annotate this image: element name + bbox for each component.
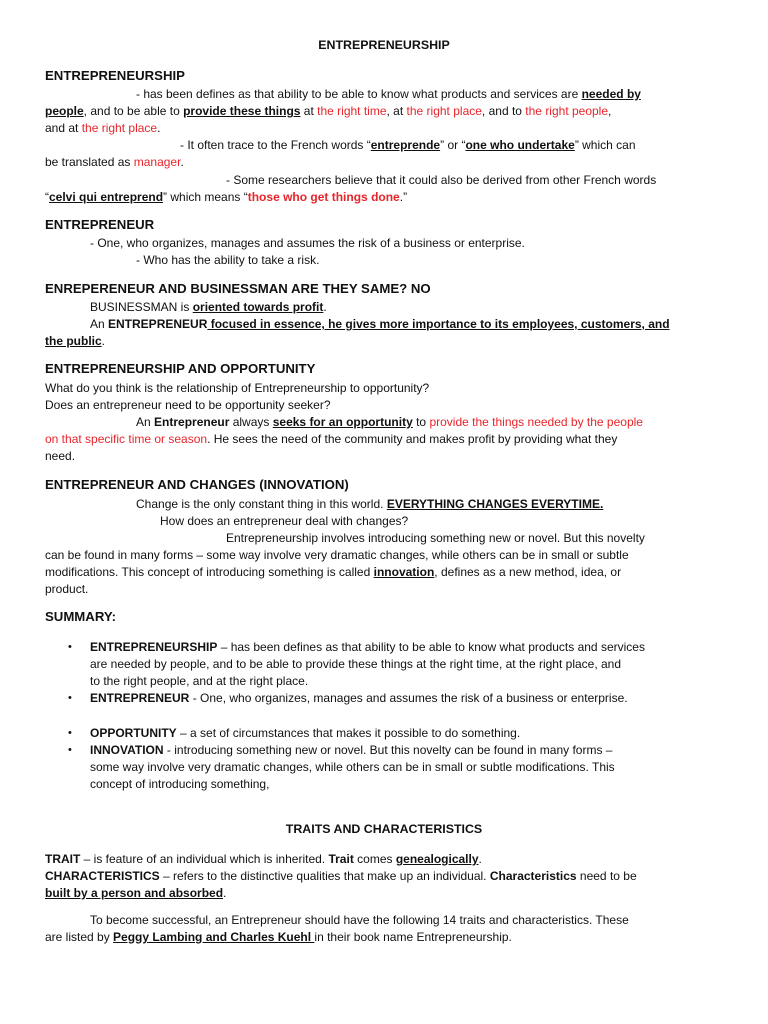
bullet-icon: • xyxy=(68,744,72,756)
innovation-para-line-3: modifications. This concept of introducing something is called innovation, defines as a new method, idea, or xyxy=(45,565,622,579)
heading-entrepreneur: ENTREPRENEUR xyxy=(45,217,155,232)
summary-item-entrepreneurship-line-2: are needed by people, and to be able to provide these things at the right time, at the right place, and xyxy=(90,657,622,671)
businessman-line: BUSINESSMAN is oriented towards profit. xyxy=(90,300,327,314)
para-definition-line-1: - has been defines as that ability to be able to know what products and services are needed by xyxy=(136,87,641,101)
heading-summary: SUMMARY: xyxy=(45,609,117,624)
para-researchers-line-2: “celvi qui entreprend” which means “those who get things done.” xyxy=(45,190,408,204)
bullet-icon: • xyxy=(68,641,72,653)
opportunity-question-1: What do you think is the relationship of Entrepreneurship to opportunity? xyxy=(45,381,430,395)
opportunity-question-2: Does an entrepreneur need to be opportunity seeker? xyxy=(45,398,331,412)
entrepreneur-def-line-2: - Who has the ability to take a risk. xyxy=(136,253,320,267)
summary-item-innovation-line-1: INNOVATION - introducing something new or novel. But this novelty can be found in many forms – xyxy=(90,743,613,757)
entrepreneur-focus-line-1: An ENTREPRENEUR focused in essence, he gives more importance to its employees, customers, and xyxy=(90,317,670,331)
innovation-para-line-1: Entrepreneurship involves introducing something new or novel. But this novelty xyxy=(226,531,645,545)
document-title: ENTREPRENEURSHIP xyxy=(318,38,450,52)
summary-item-entrepreneur: ENTREPRENEUR - One, who organizes, manages and assumes the risk of a business or enterprise. xyxy=(90,691,628,705)
bullet-icon: • xyxy=(68,727,72,739)
innovation-para-line-4: product. xyxy=(45,582,89,596)
para-definition-line-2: people, and to be able to provide these things at the right time, at the right place, and to the right people, xyxy=(45,104,612,118)
changes-question: How does an entrepreneur deal with changes? xyxy=(160,514,409,528)
para-researchers-line-1: - Some researchers believe that it could also be derived from other French words xyxy=(226,173,657,187)
summary-item-entrepreneurship-line-1: ENTREPRENEURSHIP – has been defines as that ability to be able to know what products and services xyxy=(90,640,645,654)
summary-item-opportunity: OPPORTUNITY – a set of circumstances that makes it possible to do something. xyxy=(90,726,521,740)
heading-traits-characteristics: TRAITS AND CHARACTERISTICS xyxy=(285,822,483,836)
trait-definition: TRAIT – is feature of an individual which is inherited. Trait comes genealogically. xyxy=(45,852,482,866)
para-definition-line-3: and at the right place. xyxy=(45,121,161,135)
summary-item-entrepreneurship-line-3: to the right people, and at the right place. xyxy=(90,674,309,688)
traits-intro-line-2: are listed by Peggy Lambing and Charles Kuehl in their book name Entrepreneurship. xyxy=(45,930,512,944)
opportunity-para-line-3: need. xyxy=(45,449,76,463)
traits-intro-line-1: To become successful, an Entrepreneur should have the following 14 traits and characteristics. These xyxy=(90,913,629,927)
entrepreneur-def-line-1: - One, who organizes, manages and assumes the risk of a business or enterprise. xyxy=(90,236,525,250)
characteristics-definition-line-1: CHARACTERISTICS – refers to the distinctive qualities that make up an individual. Characteristics need to be xyxy=(45,869,637,883)
opportunity-para-line-1: An Entrepreneur always seeks for an opportunity to provide the things needed by the people xyxy=(136,415,643,429)
summary-item-innovation-line-3: concept of introducing something, xyxy=(90,777,270,791)
para-french-line-1: - It often trace to the French words “entreprende” or “one who undertake” which can xyxy=(180,138,636,152)
characteristics-definition-line-2: built by a person and absorbed. xyxy=(45,886,227,900)
heading-entrepreneur-vs-businessman: ENREPERENEUR AND BUSINESSMAN ARE THEY SAME? NO xyxy=(45,281,431,296)
opportunity-para-line-2: on that specific time or season. He sees the need of the community and makes profit by providing what they xyxy=(45,432,618,446)
entrepreneur-focus-line-2: the public. xyxy=(45,334,106,348)
heading-entrepreneurship: ENTREPRENEURSHIP xyxy=(45,68,185,83)
innovation-para-line-2: can be found in many forms – some way involve very dramatic changes, while others can be in small or subtle xyxy=(45,548,629,562)
summary-item-innovation-line-2: some way involve very dramatic changes, while others can be in small or subtle modifications. This xyxy=(90,760,615,774)
bullet-icon: • xyxy=(68,692,72,704)
changes-line-1: Change is the only constant thing in this world. EVERYTHING CHANGES EVERYTIME. xyxy=(136,497,604,511)
heading-entrepreneur-changes: ENTREPRENEUR AND CHANGES (INNOVATION) xyxy=(45,477,349,492)
heading-entrepreneurship-opportunity: ENTREPRENEURSHIP AND OPPORTUNITY xyxy=(45,361,316,376)
para-french-line-2: be translated as manager. xyxy=(45,155,184,169)
